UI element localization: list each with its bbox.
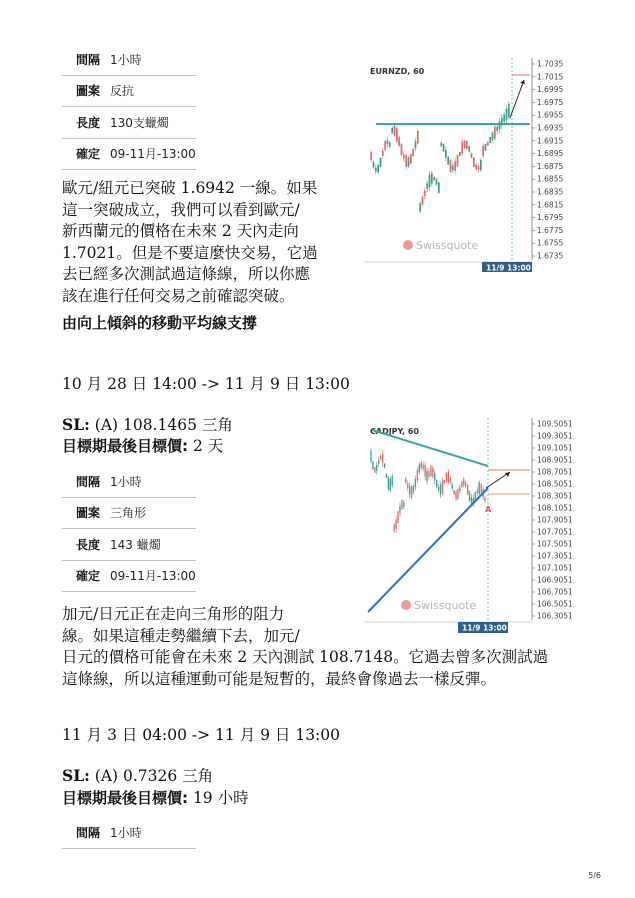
candle-body	[436, 179, 438, 184]
price-tick-label: 108.5051	[537, 479, 573, 489]
candle-body	[459, 152, 461, 156]
price-tick-label: 1.6835	[537, 187, 564, 197]
swissquote-logo-icon	[403, 240, 413, 250]
candle-body	[390, 479, 391, 491]
price-tick-label: 108.1051	[537, 503, 573, 513]
price-tick-label: 106.7051	[537, 587, 573, 597]
table-key: 長度	[75, 537, 100, 552]
candle-body	[401, 500, 402, 510]
price-tick-label: 107.5051	[537, 539, 573, 549]
candle-body	[373, 162, 375, 167]
price-tick-label: 1.6955	[537, 110, 564, 120]
chart-title: EURNZD, 60	[370, 67, 425, 76]
pattern-table-2	[62, 466, 196, 592]
text-line: 去已經多次測試過這條線，所以你應	[62, 265, 311, 283]
candle-body	[461, 482, 462, 487]
candle-body	[443, 144, 445, 151]
candle-body	[478, 166, 480, 169]
candle-body	[453, 491, 454, 495]
candle-body	[473, 157, 475, 166]
stop-marker-label: A	[485, 505, 492, 514]
candle-body	[370, 451, 371, 461]
candle-body	[496, 127, 498, 131]
table-row	[62, 466, 196, 498]
time-label: 11/9 13:00	[486, 263, 531, 272]
candle-body	[424, 465, 425, 477]
candle-body	[461, 142, 463, 153]
candle-body	[403, 503, 404, 507]
swissquote-logo-icon	[401, 600, 411, 610]
price-tick-label: 108.9051	[537, 455, 573, 465]
candle-body	[380, 158, 382, 168]
text-line: 加元/日元正在走向三角形的阻力	[62, 605, 285, 623]
candle-body	[468, 146, 470, 151]
candle-body	[421, 463, 422, 467]
candle-body	[403, 155, 405, 159]
candle-body	[376, 465, 377, 471]
table-value: 反抗	[110, 84, 135, 99]
section-heading: 由向上傾斜的移動平均線支撐	[62, 314, 258, 332]
price-tick-label: 1.6855	[537, 174, 564, 184]
chart-title: CADJPY, 60	[370, 427, 419, 436]
candle-body	[475, 165, 477, 169]
candle-body	[457, 155, 459, 166]
candle-body	[413, 486, 414, 492]
price-tick-label: 1.6975	[537, 97, 564, 107]
candle-body	[408, 157, 410, 166]
candle-body	[442, 480, 443, 493]
candle-body	[434, 474, 435, 481]
table-row	[62, 498, 196, 530]
candle-body	[370, 152, 372, 160]
candle-body	[469, 491, 470, 500]
candle-body	[384, 141, 386, 150]
support-line	[368, 488, 488, 612]
price-tick-label: 1.6775	[537, 225, 564, 235]
candle-body	[428, 471, 429, 477]
candle-body	[415, 141, 417, 148]
candle-body	[433, 177, 435, 180]
candle-body	[506, 109, 508, 120]
candle-body	[471, 497, 472, 503]
price-tick-label: 107.1051	[537, 563, 573, 573]
price-tick-label: 108.3051	[537, 491, 573, 501]
paragraph-eurnzd	[62, 178, 362, 307]
table-key: 間隔	[75, 474, 100, 489]
candle-body	[426, 471, 427, 482]
price-tick-label: 1.6895	[537, 149, 564, 159]
price-tick-label: 1.6815	[537, 200, 564, 210]
candle-body	[410, 154, 412, 164]
table-row	[62, 76, 196, 108]
candle-body	[463, 479, 464, 486]
candle-body	[396, 128, 398, 141]
target-2: 目標期最後目標價: 19 小時	[62, 789, 249, 807]
candle-body	[380, 456, 381, 460]
price-tick-label: 109.5051	[537, 419, 573, 429]
candle-body	[440, 143, 442, 146]
candle-body	[438, 487, 439, 490]
candle-body	[484, 498, 485, 502]
table-key: 圖案	[75, 84, 100, 99]
pattern-table-1	[62, 44, 196, 170]
candle-body	[405, 155, 407, 167]
table-value: 09-11月-13:00	[110, 147, 196, 162]
candle-body	[466, 141, 468, 149]
candle-body	[401, 144, 403, 155]
price-tick-label: 109.1051	[537, 443, 573, 453]
price-tick-label: 1.6995	[537, 85, 564, 95]
table-key: 圖案	[75, 506, 100, 521]
candle-body	[377, 165, 379, 172]
time-label: 11/9 13:00	[462, 623, 507, 633]
candle-body	[450, 478, 451, 482]
candle-body	[450, 160, 452, 172]
candle-body	[411, 486, 412, 497]
price-tick-label: 109.3051	[537, 431, 573, 441]
pattern-table-3	[62, 817, 196, 849]
text-line: 1.7021。但是不要這麼快交易，它過	[62, 243, 318, 262]
candle-body	[415, 479, 416, 487]
candle-body	[430, 466, 431, 477]
price-tick-label: 107.9051	[537, 515, 573, 525]
stop-loss-1: SL: (A) 108.1465 三角	[62, 415, 233, 434]
candle-body	[419, 465, 420, 473]
table-value: 130支蠟燭	[110, 115, 169, 130]
candle-body	[394, 524, 395, 531]
candle-body	[375, 168, 377, 172]
candle-body	[452, 166, 454, 171]
table-row	[62, 561, 196, 593]
candle-body	[471, 153, 473, 157]
text-line: 歐元/紐元已突破 1.6942 一線。如果	[62, 179, 318, 197]
watermark-text: Swissquote	[414, 599, 477, 612]
candle-body	[492, 133, 494, 140]
cadjpy-chart	[362, 416, 592, 636]
price-tick-label: 1.6735	[537, 251, 564, 261]
candle-body	[459, 487, 460, 491]
resistance-line	[372, 430, 488, 466]
table-row	[62, 817, 196, 849]
price-tick-label: 1.6915	[537, 136, 564, 146]
table-row	[62, 139, 196, 171]
table-key: 間隔	[75, 52, 100, 67]
candle-body	[426, 183, 428, 189]
candle-body	[384, 463, 385, 467]
date-range-2: 11 月 3 日 04:00 -> 11 月 9 日 13:00	[62, 726, 341, 744]
text-line: 這條線，所以這種運動可能是短暫的，最終會像過去一樣反彈。	[62, 669, 497, 688]
candle-body	[503, 114, 505, 121]
candle-body	[382, 151, 384, 156]
candle-body	[391, 128, 393, 133]
candle-body	[446, 473, 447, 482]
candle-body	[386, 474, 387, 478]
text-line: 該在進行任何交易之前確認突破。	[62, 286, 295, 305]
candle-body	[372, 461, 373, 469]
candle-body	[432, 467, 433, 477]
watermark-text: Swissquote	[416, 239, 479, 252]
candle-body	[465, 482, 466, 486]
price-tick-label: 1.6755	[537, 238, 564, 248]
candle-body	[419, 203, 421, 211]
candle-body	[429, 175, 431, 188]
candle-body	[422, 197, 424, 205]
candle-body	[397, 511, 398, 523]
candle-body	[412, 149, 414, 157]
candle-body	[447, 157, 449, 165]
candle-body	[464, 140, 466, 148]
candle-body	[508, 104, 510, 117]
candle-body	[487, 142, 489, 146]
cadjpy-chart-svg	[362, 416, 592, 636]
table-value: 09-11月-13:00	[110, 569, 196, 584]
price-tick-label: 107.3051	[537, 551, 573, 561]
candle-body	[436, 480, 437, 487]
price-tick-label: 107.7051	[537, 527, 573, 537]
table-value: 1小時	[110, 474, 142, 489]
page-number: 5/6	[588, 871, 601, 880]
candle-body	[417, 131, 419, 144]
price-tick-label: 106.3051	[537, 611, 573, 621]
candle-body	[467, 485, 468, 495]
table-value: 1小時	[110, 52, 142, 67]
candle-body	[455, 492, 456, 499]
table-value: 三角形	[110, 506, 147, 521]
candle-body	[431, 173, 433, 183]
price-tick-label: 106.5051	[537, 599, 573, 609]
date-range-1: 10 月 28 日 14:00 -> 11 月 9 日 13:00	[62, 375, 350, 393]
candle-body	[444, 480, 445, 484]
price-tick-label: 1.7035	[537, 59, 564, 69]
candle-body	[387, 140, 389, 144]
candle-body	[489, 137, 491, 143]
candle-body	[457, 489, 458, 498]
eurnzd-chart-svg	[362, 56, 592, 272]
table-value: 1小時	[110, 825, 142, 840]
price-tick-label: 1.6935	[537, 123, 564, 133]
table-row	[62, 529, 196, 561]
candle-body	[452, 485, 453, 489]
candle-body	[438, 182, 440, 192]
stop-loss-2: SL: (A) 0.7326 三角	[62, 766, 214, 785]
candle-body	[482, 146, 484, 156]
candle-body	[423, 464, 424, 468]
candle-body	[480, 160, 482, 170]
table-key: 確定	[75, 147, 100, 162]
candle-body	[440, 484, 441, 494]
eurnzd-chart	[362, 56, 592, 272]
candle-body	[409, 486, 410, 494]
text-line: 新西蘭元的價格在未來 2 天內走向	[62, 222, 299, 240]
candle-body	[378, 460, 379, 464]
table-key: 間隔	[75, 825, 100, 840]
price-tick-label: 108.7051	[537, 467, 573, 477]
candle-body	[389, 143, 391, 147]
candle-body	[395, 519, 396, 529]
candle-body	[388, 477, 389, 489]
candle-body	[399, 506, 400, 513]
price-tick-label: 106.9051	[537, 575, 573, 585]
candle-body	[417, 470, 418, 480]
candle-body	[454, 161, 456, 171]
price-tick-label: 1.7015	[537, 72, 564, 82]
table-row	[62, 107, 196, 139]
candle-body	[494, 127, 496, 139]
candle-body	[485, 144, 487, 151]
text-line: 這一突破成立，我們可以看到歐元/	[62, 200, 300, 219]
text-line: 日元的價格可能會在未來 2 天內測試 108.7148。它過去曾多次測試過	[62, 648, 549, 666]
candle-body	[394, 126, 396, 136]
candle-body	[448, 471, 449, 482]
table-row	[62, 44, 196, 76]
candle-body	[477, 490, 478, 493]
table-key: 長度	[75, 115, 100, 130]
candle-body	[398, 137, 400, 145]
candle-body	[405, 479, 406, 483]
candle-body	[407, 484, 408, 488]
candle-body	[499, 121, 501, 129]
candle-body	[382, 454, 383, 463]
candle-body	[374, 467, 375, 473]
text-line: 線。如果這種走勢繼續下去，加元/	[62, 626, 300, 645]
table-key: 確定	[75, 569, 100, 584]
candle-body	[481, 484, 482, 493]
table-value: 143 蠟燭	[110, 537, 161, 552]
candle-body	[479, 482, 480, 494]
price-tick-label: 1.6795	[537, 213, 564, 223]
target-1: 目標期最後目標價: 2 天	[62, 437, 224, 455]
candle-body	[424, 190, 426, 195]
price-tick-label: 1.6875	[537, 161, 564, 171]
candle-body	[445, 150, 447, 158]
candle-body	[392, 476, 393, 485]
